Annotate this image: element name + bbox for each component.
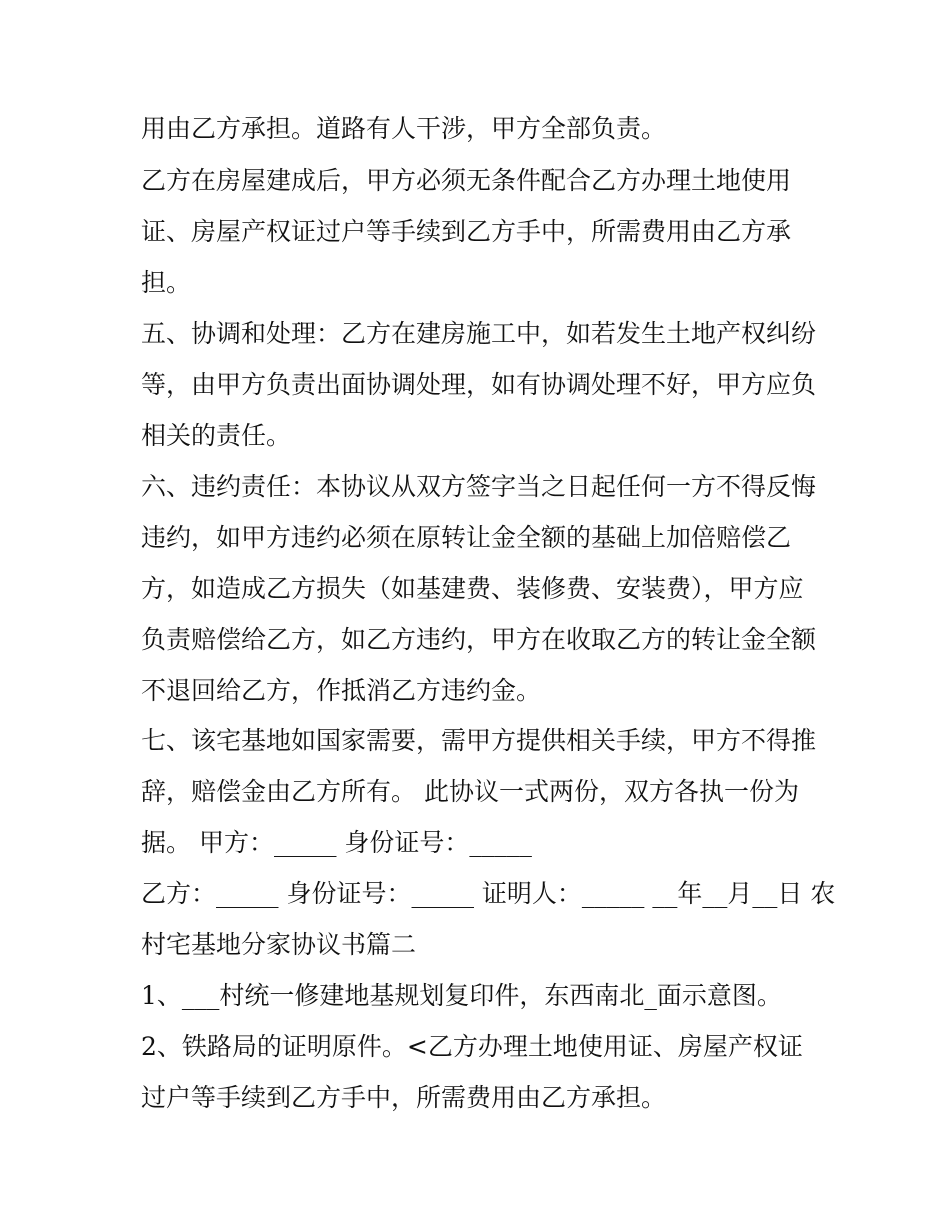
text-line: 相关的责任。	[141, 421, 292, 450]
text-line: 方，如造成乙方损失（如基建费、装修费、安装费），甲方应	[141, 574, 804, 603]
text-line: 违约，如甲方违约必须在原转让金全额的基础上加倍赔偿乙	[141, 523, 792, 552]
text-line: 2、铁路局的证明原件。<乙方办理土地使用证、房屋产权证	[141, 1032, 803, 1061]
text-line: 证、房屋产权证过户等手续到乙方手中，所需费用由乙方承	[141, 217, 792, 246]
text-line: 六、违约责任：本协议从双方签字当之日起任何一方不得反悔	[141, 472, 817, 501]
text-line: 据。 甲方：_____ 身份证号：_____	[141, 828, 532, 857]
text-line: 等，由甲方负责出面协调处理，如有协调处理不好，甲方应负	[141, 370, 817, 399]
text-line: 过户等手续到乙方手中，所需费用由乙方承担。	[141, 1083, 667, 1112]
text-line: 1、___村统一修建地基规划复印件，东西南北_面示意图。	[141, 981, 782, 1010]
text-line: 村宅基地分家协议书篇二	[141, 930, 417, 959]
text-line: 乙方：_____ 身份证号：_____ 证明人：_____ __年__月__日 农	[141, 879, 836, 908]
text-line: 用由乙方承担。道路有人干涉，甲方全部负责。	[141, 114, 667, 143]
text-line: 七、该宅基地如国家需要，需甲方提供相关手续，甲方不得推	[141, 726, 817, 755]
text-line: 负责赔偿给乙方，如乙方违约，甲方在收取乙方的转让金全额	[141, 625, 817, 654]
text-line: 担。	[141, 268, 192, 297]
text-line: 乙方在房屋建成后，甲方必须无条件配合乙方办理土地使用	[141, 166, 792, 195]
text-line: 辞，赔偿金由乙方所有。 此协议一式两份，双方各执一份为	[141, 777, 799, 806]
text-line: 五、协调和处理：乙方在建房施工中，如若发生土地产权纠纷	[141, 319, 817, 348]
text-line: 不退回给乙方，作抵消乙方违约金。	[141, 676, 542, 705]
